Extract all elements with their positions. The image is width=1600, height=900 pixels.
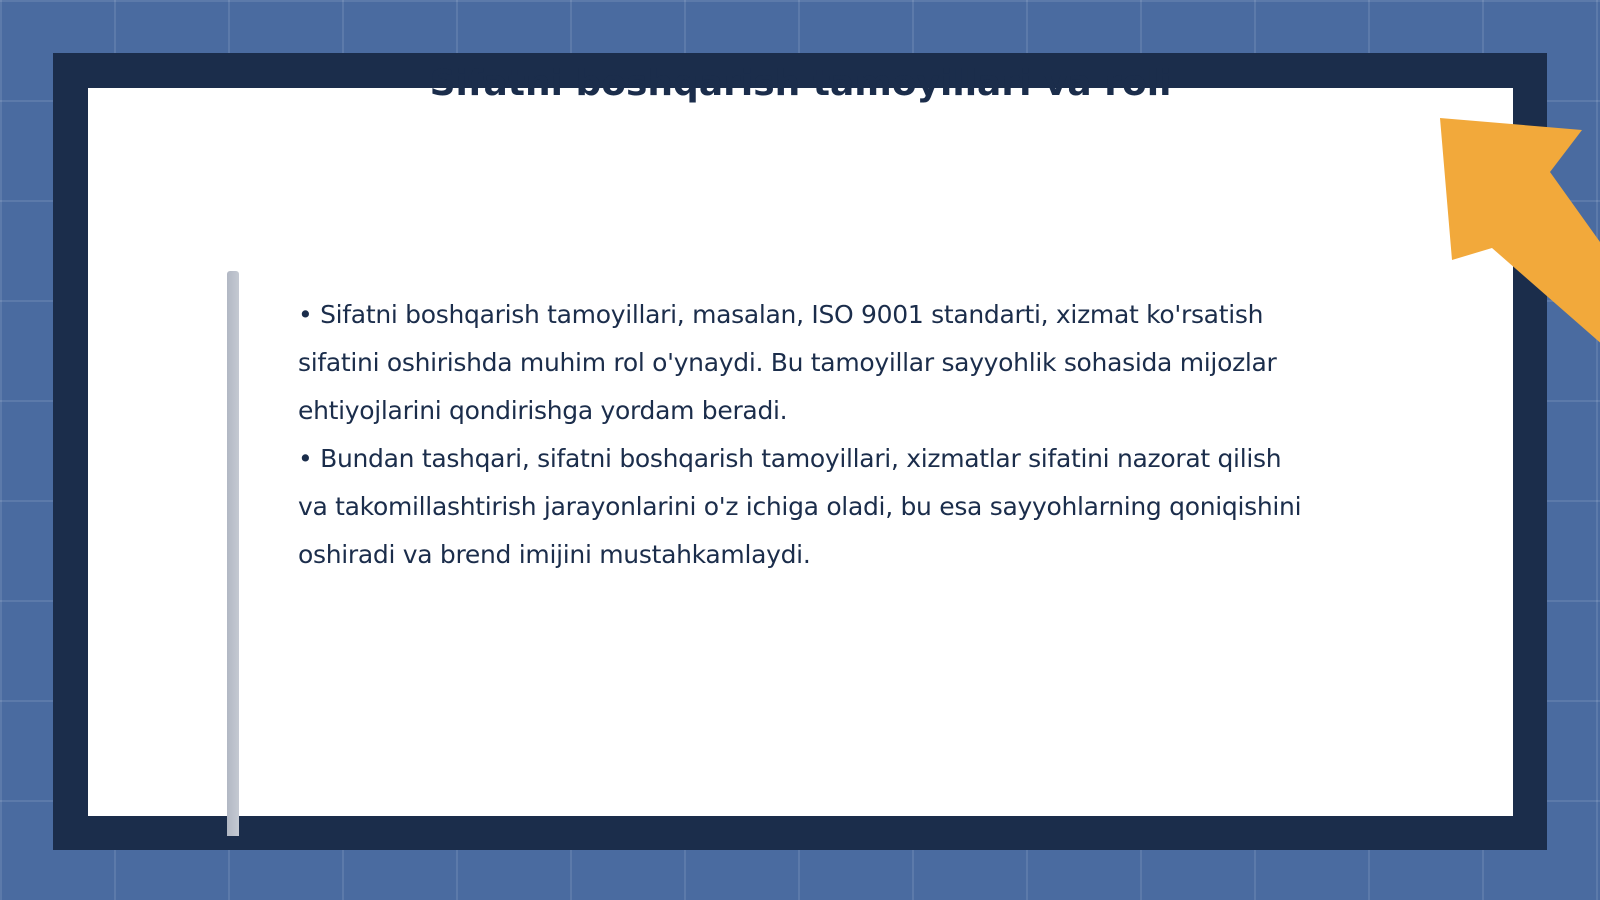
slide-title: Sifatni boshqarish tamoyillari va roli (429, 63, 1172, 104)
arrow-shape (1440, 118, 1600, 360)
bullet-paragraph-1: • Sifatni boshqarish tamoyillari, masalan, ISO 9001 standarti, xizmat ko'rsatish sifatini oshirishda muhim rol o'ynaydi. Bu tamoyillar sayyohlik sohasida mijozlar ehtiyojlarini qondirishga yordam beradi. (298, 300, 1277, 425)
slide-body (298, 291, 1308, 579)
slide-canvas (88, 63, 1513, 816)
arrow-pointer-icon (1420, 110, 1600, 370)
side-accent-bar (227, 271, 239, 836)
bullet-paragraph-2: • Bundan tashqari, sifatni boshqarish tamoyillari, xizmatlar sifatini nazorat qilish va takomillashtirish jarayonlarini o'z ichiga oladi, bu esa sayyohlarning qoniqishini oshiradi va brend imijini mustahkamlaydi. (298, 444, 1302, 569)
